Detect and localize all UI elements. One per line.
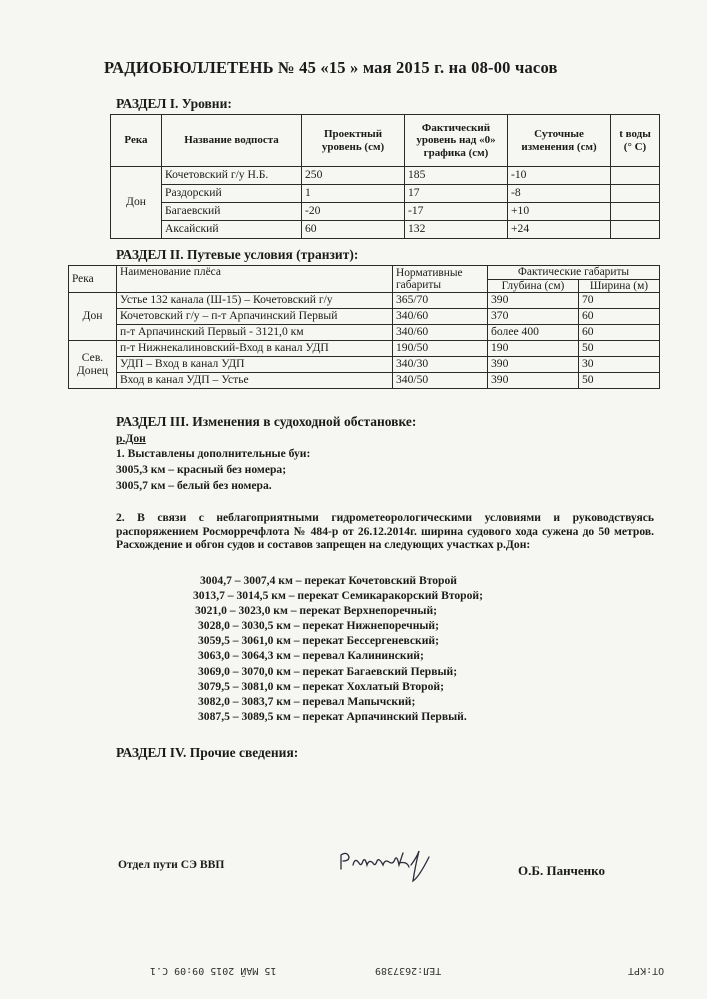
width-cell: 50 bbox=[579, 341, 660, 357]
col-daily: Суточные изменения (см) bbox=[508, 115, 611, 167]
table-row bbox=[69, 341, 660, 357]
daily-cell: +24 bbox=[508, 221, 611, 239]
list-item: 3021,0 – 3023,0 км – перекат Верхнепоречный; bbox=[195, 604, 437, 618]
fax-date: 15 МАЙ 2015 09:09 С.1 bbox=[150, 965, 277, 976]
table-row bbox=[111, 203, 660, 221]
col-river: Река bbox=[111, 115, 162, 167]
signature-image bbox=[337, 847, 437, 892]
signature-icon bbox=[337, 847, 437, 887]
list-item: 3028,0 – 3030,5 км – перекат Нижнепоречный; bbox=[198, 619, 439, 633]
depth-cell: 190 bbox=[488, 341, 579, 357]
normative-cell: 365/70 bbox=[393, 293, 488, 309]
post-cell: Багаевский bbox=[162, 203, 302, 221]
reach-cell: УДП – Вход в канал УДП bbox=[117, 357, 393, 373]
document-title: РАДИОБЮЛЛЕТЕНЬ № 45 «15 » мая 2015 г. на 08-00 часов bbox=[104, 58, 558, 77]
list-item: 3013,7 – 3014,5 км – перекат Семикаракорский Второй; bbox=[193, 589, 483, 603]
depth-cell: 390 bbox=[488, 373, 579, 389]
item1-title: 1. Выставлены дополнительные буи: bbox=[116, 447, 311, 460]
temp-cell bbox=[611, 167, 660, 185]
normative-cell: 340/50 bbox=[393, 373, 488, 389]
department-label: Отдел пути СЭ ВВП bbox=[118, 858, 225, 871]
river-cell: Дон bbox=[111, 167, 162, 239]
reach-cell: п-т Арпачинский Первый - 3121,0 км bbox=[117, 325, 393, 341]
list-item: 3069,0 – 3070,0 км – перекат Багаевский Первый; bbox=[198, 664, 458, 678]
depth-cell: 390 bbox=[488, 357, 579, 373]
river-label: р.Дон bbox=[116, 432, 146, 445]
list-item: 3087,5 – 3089,5 км – перекат Арпачинский Первый. bbox=[198, 709, 467, 723]
table-row bbox=[111, 185, 660, 203]
normative-cell: 340/30 bbox=[393, 357, 488, 373]
section1-heading: РАЗДЕЛ I. Уровни: bbox=[116, 96, 232, 111]
col-temp: t воды (° С) bbox=[611, 115, 660, 167]
section3-heading: РАЗДЕЛ III. Изменения в судоходной обстановке: bbox=[116, 414, 417, 429]
river-cell: Сев. Донец bbox=[69, 341, 117, 389]
actual-cell: 17 bbox=[405, 185, 508, 203]
table-row bbox=[69, 309, 660, 325]
width-cell: 60 bbox=[579, 325, 660, 341]
list-item: 3063,0 – 3064,3 км – перевал Калининский; bbox=[198, 649, 424, 663]
item2-paragraph: 2. В связи с неблагоприятными гидрометеорологическими условиями и руководствуясь распоряжением Росморречфлота № 484-р от 26.12.2014г. ширина судового хода сужена до 50 метров. Расхождение и обгон судов и составов запрещен на следующих участках р.Дон: bbox=[116, 511, 654, 552]
col-actual: Фактический уровень над «0» графика (см) bbox=[405, 115, 508, 167]
post-cell: Кочетовский г/у Н.Б. bbox=[162, 167, 302, 185]
route-table-header bbox=[69, 266, 660, 280]
signer-name: О.Б. Панченко bbox=[518, 863, 605, 878]
fax-phone: ТЕЛ:2637389 bbox=[375, 965, 442, 976]
col-river: Река bbox=[69, 266, 117, 293]
col-reach: Наименование плёса bbox=[117, 266, 393, 293]
width-cell: 60 bbox=[579, 309, 660, 325]
reach-cell: п-т Нижнекалиновский-Вход в канал УДП bbox=[117, 341, 393, 357]
width-cell: 50 bbox=[579, 373, 660, 389]
post-cell: Раздорский bbox=[162, 185, 302, 203]
post-cell: Аксайский bbox=[162, 221, 302, 239]
temp-cell bbox=[611, 221, 660, 239]
levels-table bbox=[110, 114, 660, 239]
levels-table-header bbox=[111, 115, 660, 167]
width-cell: 30 bbox=[579, 357, 660, 373]
daily-cell: +10 bbox=[508, 203, 611, 221]
actual-cell: 132 bbox=[405, 221, 508, 239]
section4-heading: РАЗДЕЛ IV. Прочие сведения: bbox=[116, 745, 299, 760]
reach-cell: Устье 132 канала (Ш-15) – Кочетовский г/у bbox=[117, 293, 393, 309]
section2-heading: РАЗДЕЛ II. Путевые условия (транзит): bbox=[116, 247, 359, 262]
actual-cell: -17 bbox=[405, 203, 508, 221]
route-conditions-table bbox=[68, 265, 660, 389]
list-item: 3082,0 – 3083,7 км – перевал Мапычский; bbox=[198, 694, 416, 708]
reach-cell: Вход в канал УДП – Устье bbox=[117, 373, 393, 389]
daily-cell: -8 bbox=[508, 185, 611, 203]
normative-cell: 340/60 bbox=[393, 325, 488, 341]
daily-cell: -10 bbox=[508, 167, 611, 185]
design-cell: 250 bbox=[302, 167, 405, 185]
depth-cell: 390 bbox=[488, 293, 579, 309]
reach-cell: Кочетовский г/у – п-т Арпачинский Первый bbox=[117, 309, 393, 325]
temp-cell bbox=[611, 185, 660, 203]
normative-cell: 340/60 bbox=[393, 309, 488, 325]
table-row bbox=[111, 221, 660, 239]
col-design: Проектный уровень (см) bbox=[302, 115, 405, 167]
depth-cell: более 400 bbox=[488, 325, 579, 341]
table-row bbox=[111, 167, 660, 185]
design-cell: -20 bbox=[302, 203, 405, 221]
temp-cell bbox=[611, 203, 660, 221]
list-item: 3004,7 – 3007,4 км – перекат Кочетовский Второй bbox=[200, 574, 457, 587]
width-cell: 70 bbox=[579, 293, 660, 309]
design-cell: 60 bbox=[302, 221, 405, 239]
col-actual: Фактические габариты bbox=[488, 266, 660, 280]
list-item: 3059,5 – 3061,0 км – перекат Бессергеневский; bbox=[198, 634, 439, 648]
col-width: Ширина (м) bbox=[579, 279, 660, 293]
buoy-line: 3005,7 км – белый без номера. bbox=[116, 479, 272, 492]
table-row bbox=[69, 293, 660, 309]
river-cell: Дон bbox=[69, 293, 117, 341]
design-cell: 1 bbox=[302, 185, 405, 203]
table-row bbox=[69, 325, 660, 341]
col-normative: Нормативные габариты bbox=[393, 266, 488, 293]
table-row bbox=[69, 357, 660, 373]
col-post: Название водпоста bbox=[162, 115, 302, 167]
col-depth: Глубина (см) bbox=[488, 279, 579, 293]
list-item: 3079,5 – 3081,0 км – перекат Хохлатый Второй; bbox=[198, 679, 444, 693]
fax-from: ОТ:КРТ bbox=[628, 965, 665, 976]
table-row bbox=[69, 373, 660, 389]
restricted-segments-list bbox=[190, 573, 483, 724]
actual-cell: 185 bbox=[405, 167, 508, 185]
normative-cell: 190/50 bbox=[393, 341, 488, 357]
buoy-line: 3005,3 км – красный без номера; bbox=[116, 463, 287, 476]
depth-cell: 370 bbox=[488, 309, 579, 325]
